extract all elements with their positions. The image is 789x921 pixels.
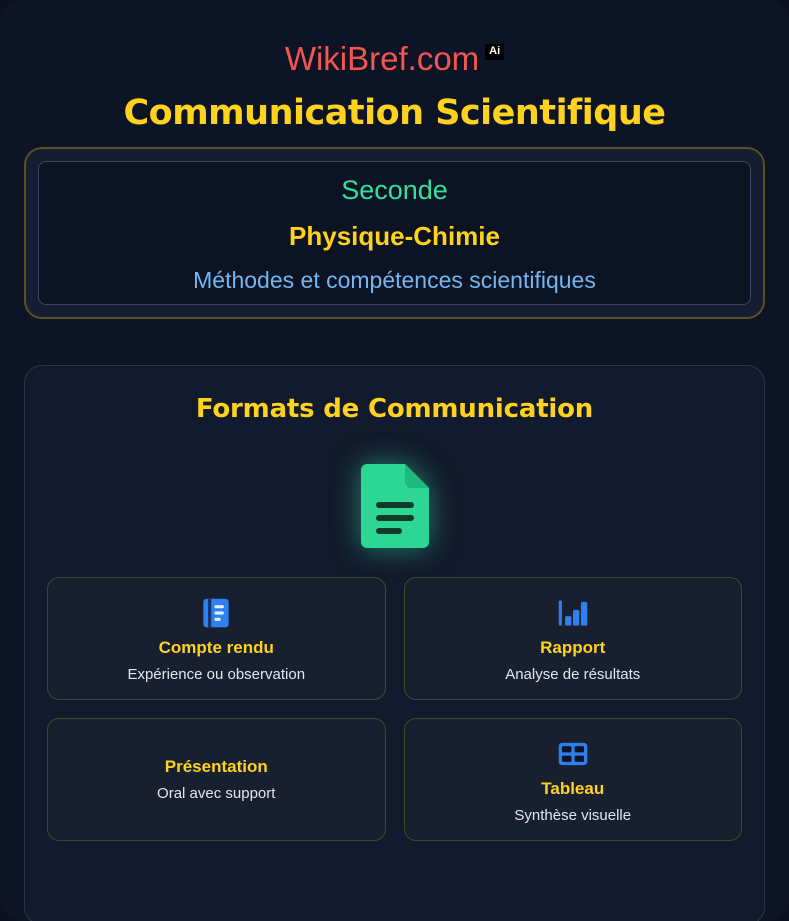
format-card-title: Tableau — [541, 778, 605, 798]
document-icon — [361, 464, 429, 553]
subject-label: Physique-Chimie — [289, 220, 500, 251]
format-card-title: Présentation — [164, 756, 268, 776]
format-card-desc: Oral avec support — [157, 784, 276, 802]
bar-chart-icon — [554, 594, 592, 632]
format-card[interactable] — [47, 718, 386, 841]
format-card-title: Rapport — [540, 637, 606, 657]
book-icon — [197, 594, 235, 632]
section-title: Formats de Communication — [195, 393, 594, 424]
format-card[interactable] — [404, 577, 743, 700]
brand-name: WikiBref.com — [284, 40, 480, 77]
theme-label: Méthodes et compétences scientifiques — [193, 267, 596, 294]
header-card-inner — [38, 161, 751, 305]
ai-badge: Ai — [485, 44, 504, 60]
page-title: Communication Scientifique — [123, 93, 666, 133]
format-card-title: Compte rendu — [158, 637, 274, 657]
format-card[interactable] — [47, 577, 386, 700]
table-icon — [554, 735, 592, 773]
format-card-desc: Expérience ou observation — [127, 665, 306, 683]
format-card[interactable] — [404, 718, 743, 841]
header-card — [24, 147, 765, 319]
formats-grid — [47, 577, 742, 841]
level-label: Seconde — [341, 175, 448, 205]
format-card-desc: Synthèse visuelle — [514, 806, 632, 824]
formats-section — [24, 365, 765, 921]
brand-header — [0, 0, 789, 75]
hero-icon-wrapper — [47, 464, 742, 553]
format-card-desc: Analyse de résultats — [505, 665, 641, 683]
